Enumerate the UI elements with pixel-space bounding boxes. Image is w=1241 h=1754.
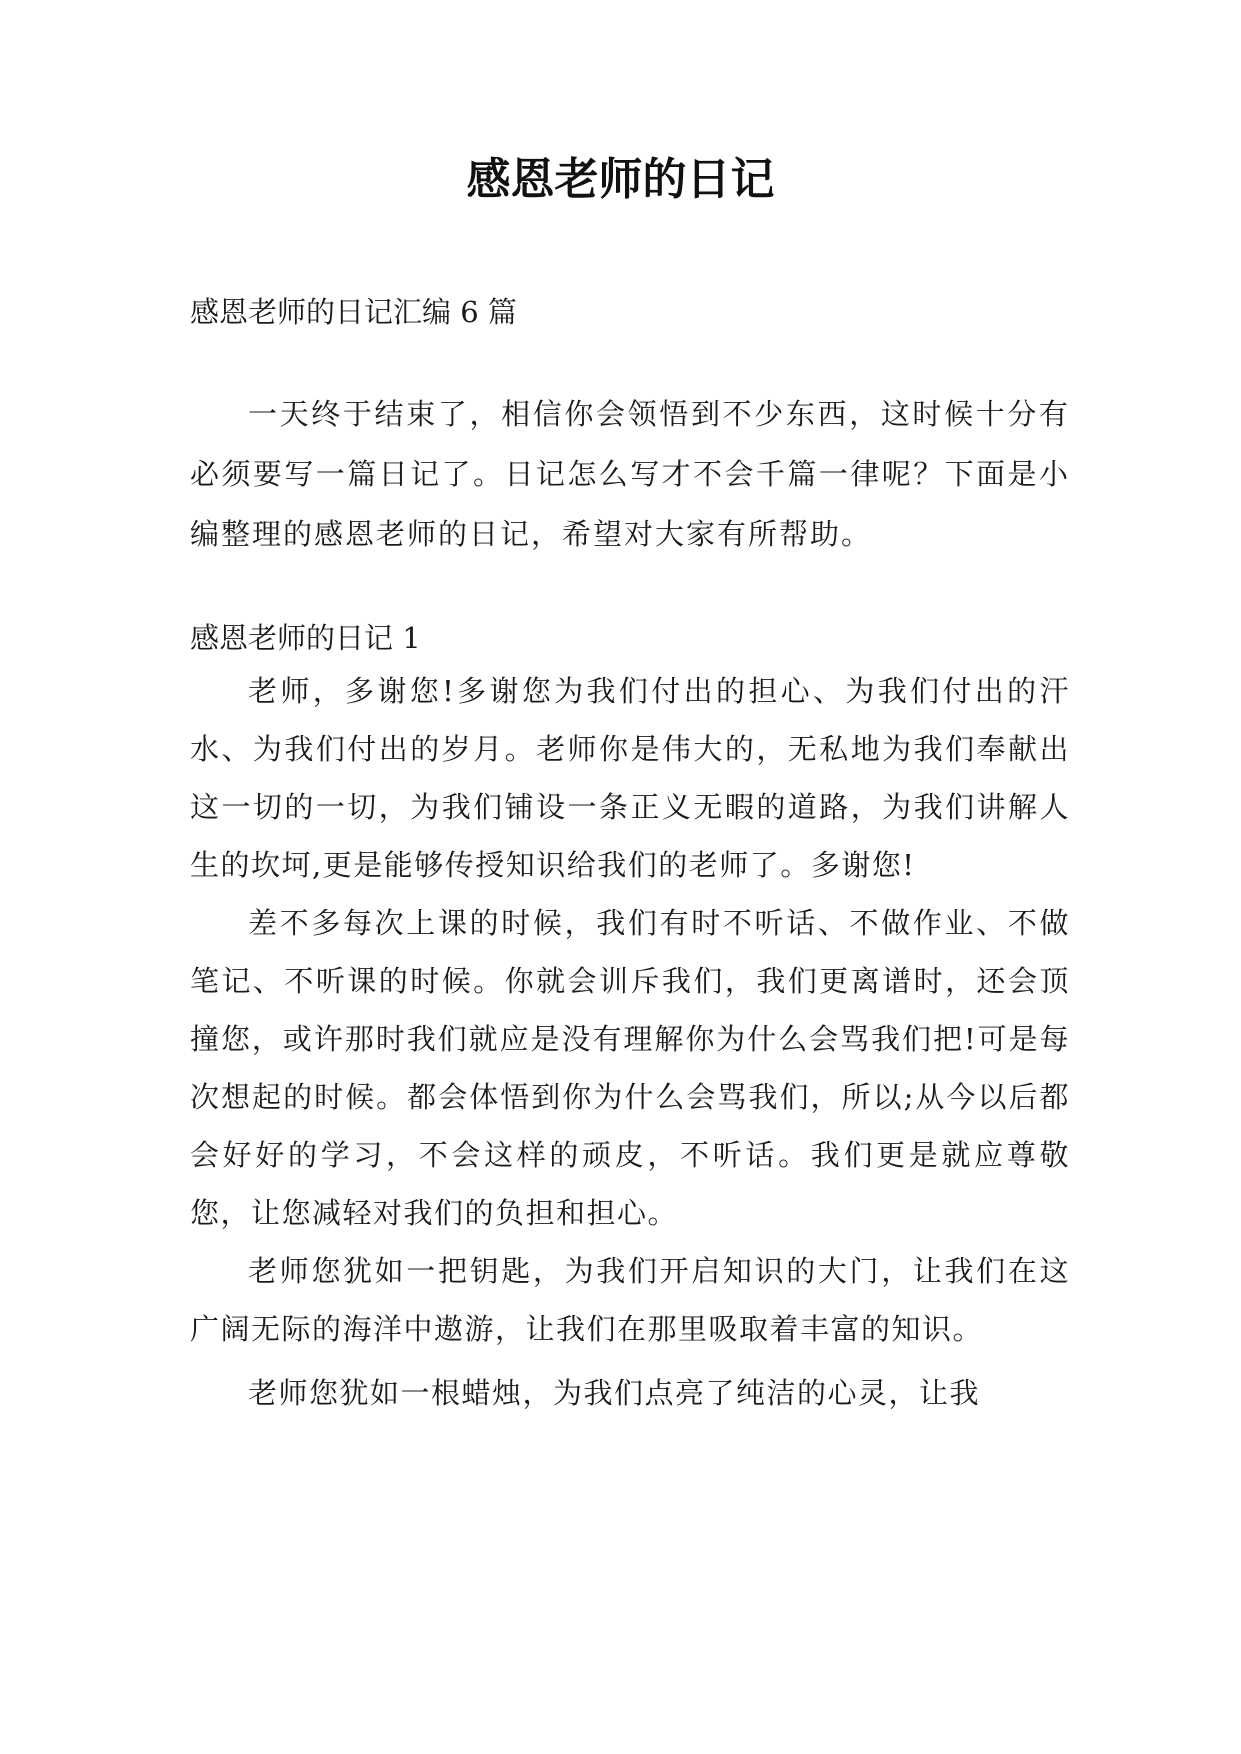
- document-subtitle: 感恩老师的日记汇编 6 篇: [190, 295, 517, 329]
- document-title: 感恩老师的日记: [466, 154, 775, 205]
- section-heading: 感恩老师的日记 1: [190, 621, 421, 655]
- body-paragraph: 老师您犹如一把钥匙，为我们开启知识的大门，让我们在这广阔无际的海洋中遨游，让我们在那里吸取着丰富的知识。: [190, 1254, 1070, 1346]
- intro-paragraph: 一天终于结束了，相信你会领悟到不少东西，这时候十分有必须要写一篇日记了。日记怎么写才不会千篇一律呢？下面是小编整理的感恩老师的日记，希望对大家有所帮助。: [190, 397, 1070, 551]
- body-paragraph: 老师，多谢您!多谢您为我们付出的担心、为我们付出的汗水、为我们付出的岁月。老师你是伟大的，无私地为我们奉献出这一切的一切，为我们铺设一条正义无暇的道路，为我们讲解人生的坎坷,更是能够传授知识给我们的老师了。多谢您!: [190, 674, 1070, 882]
- body-paragraph: 老师您犹如一根蜡烛，为我们点亮了纯洁的心灵，让我: [248, 1376, 981, 1410]
- body-paragraph: 差不多每次上课的时候，我们有时不听话、不做作业、不做笔记、不听课的时候。你就会训斥我们，我们更离谱时，还会顶撞您，或许那时我们就应是没有理解你为什么会骂我们把!可是每次想起的时候。都会体悟到你为什么会骂我们，所以;从今以后都会好好的学习，不会这样的顽皮，不听话。我们更是就应尊敬您，让您减轻对我们的负担和担心。: [190, 906, 1070, 1230]
- document-body: [190, 292, 1070, 1422]
